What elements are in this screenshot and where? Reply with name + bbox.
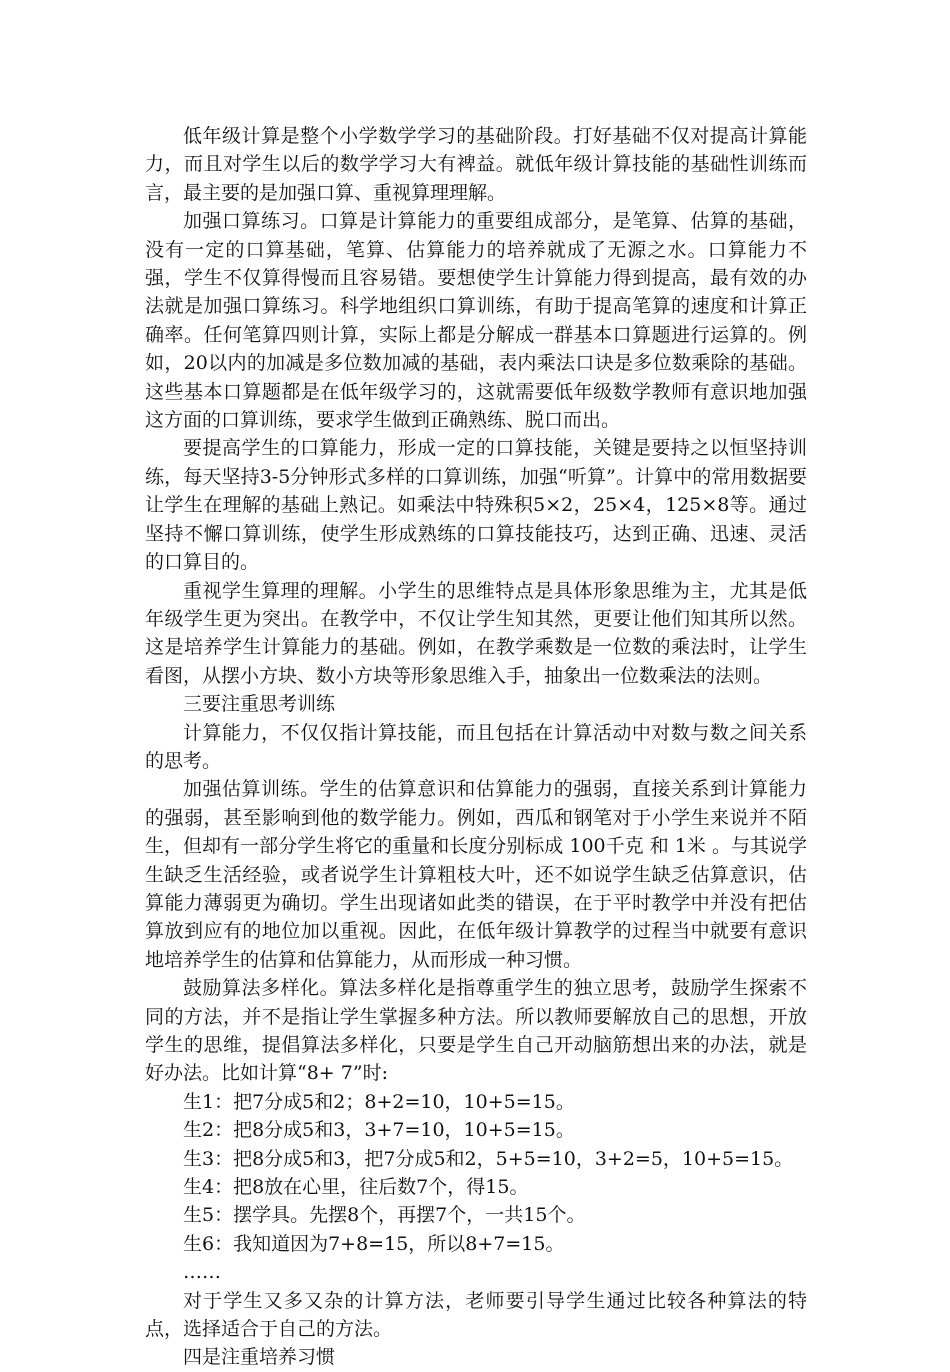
student-method-2: 生2：把8分成5和3，3+7=10，10+5=15。 xyxy=(183,1119,575,1142)
section-heading-thinking: 三要注重思考训练 xyxy=(183,693,336,716)
paragraph-calculation-ability: 计算能力，不仅仅指计算技能，而且包括在计算活动中对数与数之间关系的思考。 xyxy=(145,721,807,772)
student-method-3: 生3：把8分成5和3，把7分成5和2，5+5=10，3+2=5，10+5=15。 xyxy=(183,1147,794,1170)
paragraph-oral-skills: 要提高学生的口算能力，形成一定的口算技能，关键是要持之以恒坚持训练，每天坚持3-5分钟形式多样的口算训练，加强“听算”。计算中的常用数据要让学生在理解的基础上熟记。如乘法中特殊积5×2，25×4，125×8等。通过坚持不懈口算训练，使学生形成熟练的口算技能技巧，达到正确、迅速、灵活的口算目的。 xyxy=(145,437,807,574)
paragraph-intro: 低年级计算是整个小学数学学习的基础阶段。打好基础不仅对提高计算能力，而且对学生以后的数学学习大有裨益。就低年级计算技能的基础性训练而言，最主要的是加强口算、重视算理理解。 xyxy=(145,125,807,204)
document-body xyxy=(145,122,807,1372)
paragraph-arithmetic-reasoning: 重视学生算理的理解。小学生的思维特点是具体形象思维为主，尤其是低年级学生更为突出。在教学中，不仅让学生知其然，更要让他们知其所以然。这是培养学生计算能力的基础。例如，在教学乘数是一位数的乘法时，让学生看图，从摆小方块、数小方块等形象思维入手，抽象出一位数乘法的法则。 xyxy=(145,579,807,687)
paragraph-method-guidance: 对于学生又多又杂的计算方法，老师要引导学生通过比较各种算法的特点，选择适合于自己的方法。 xyxy=(145,1289,807,1341)
paragraph-oral-calculation: 加强口算练习。口算是计算能力的重要组成部分，是笔算、估算的基础，没有一定的口算基础，笔算、估算能力的培养就成了无源之水。口算能力不强，学生不仅算得慢而且容易错。要想使学生计算能力得到提高，最有效的办法就是加强口算练习。科学地组织口算训练，有助于提高笔算的速度和计算正确率。任何笔算四则计算，实际上都是分解成一群基本口算题进行运算的。例如，20以内的加减是多位数加减的基础，表内乘法口诀是多位数乘除的基础。这些基本口算题都是在低年级学习的，这就需要低年级数学教师有意识地加强这方面的口算训练，要求学生做到正确熟练、脱口而出。 xyxy=(145,210,807,432)
student-method-1: 生1：把7分成5和2；8+2=10，10+5=15。 xyxy=(183,1090,575,1113)
section-heading-habits: 四是注重培养习惯 xyxy=(183,1346,336,1369)
student-method-4: 生4：把8放在心里，往后数7个，得15。 xyxy=(183,1176,529,1199)
student-method-6: 生6：我知道因为7+8=15，所以8+7=15。 xyxy=(183,1232,565,1255)
student-method-5: 生5：摆学具。先摆8个，再摆7个，一共15个。 xyxy=(183,1204,586,1227)
paragraph-estimation: 加强估算训练。学生的估算意识和估算能力的强弱，直接关系到计算能力的强弱，甚至影响到他的数学能力。例如，西瓜和钢笔对于小学生来说并不陌生，但却有一部分学生将它的重量和长度分别标成 100千克 和 1米 。与其说学生缺乏生活经验，或者说学生计算粗枝大叶，还不如说学生缺乏估算意识，估算能力薄弱更为确切。学生出现诸如此类的错误，在于平时教学中并没有把估算放到应有的地位加以重视。因此，在低年级计算教学的过程当中就要有意识地培养学生的估算和估算能力，从而形成一种习惯。 xyxy=(145,778,807,971)
paragraph-diverse-algorithms: 鼓励算法多样化。算法多样化是指尊重学生的独立思考，鼓励学生探索不同的方法，并不是指让学生掌握多种方法。所以教师要解放自己的思想，开放学生的思维，提倡算法多样化，只要是学生自己开动脑筋想出来的办法，就是好办法。比如计算“8+ 7”时: xyxy=(145,977,807,1085)
ellipsis: …… xyxy=(183,1261,221,1284)
